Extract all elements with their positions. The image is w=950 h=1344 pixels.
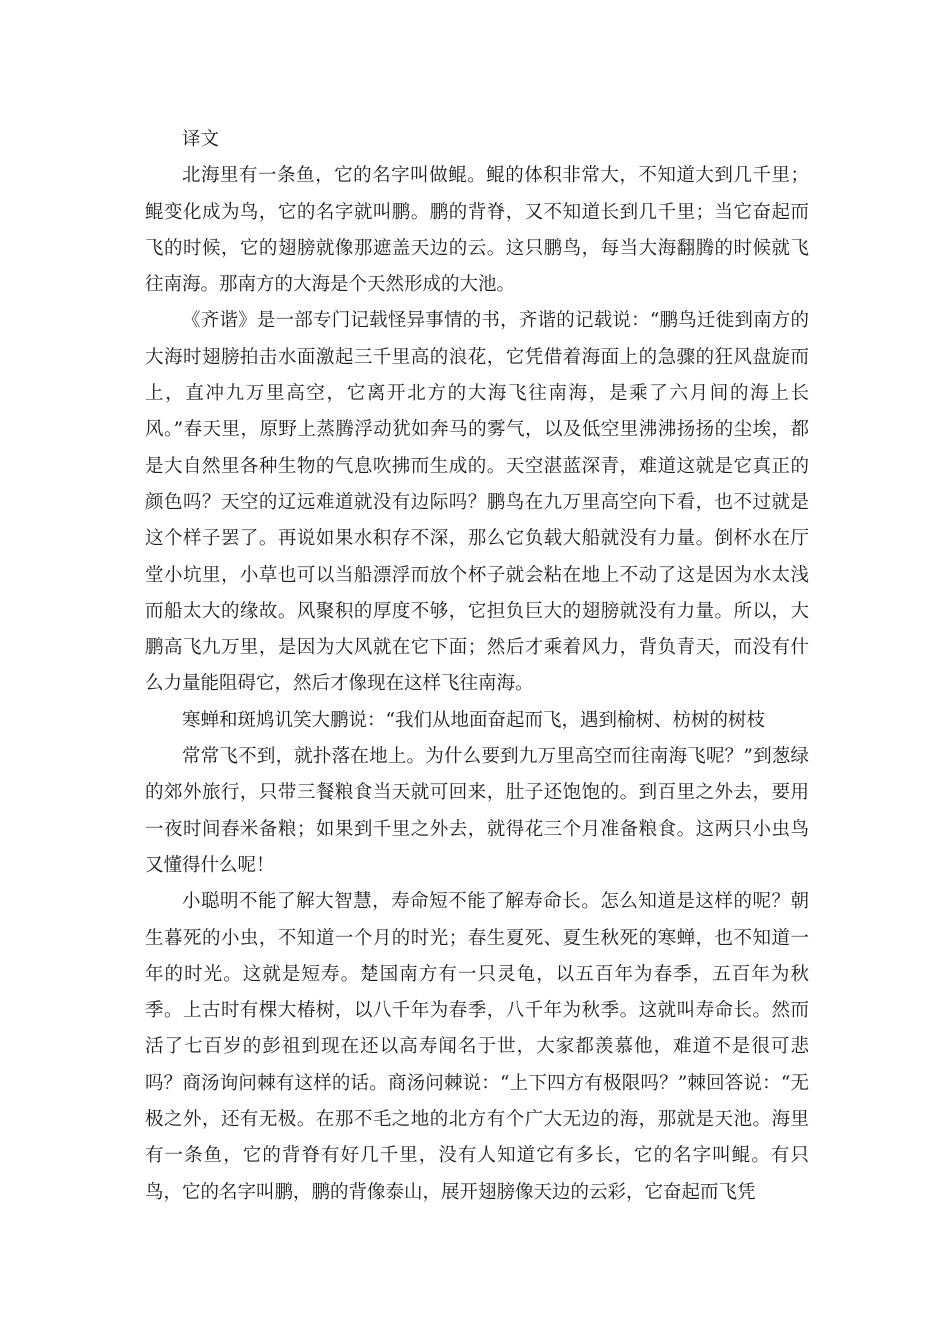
- paragraph: 常常飞不到，就扑落在地上。为什么要到九万里高空而往南海飞呢？”到葱绿的郊外旅行，只带三餐粮食当天就可回来，肚子还饱饱的。到百里之外去，要用一夜时间舂米备粮；如果到千里之外去，就得花三个月准备粮食。这两只小虫鸟又懂得什么呢！: [145, 746, 809, 876]
- paragraph: 小聪明不能了解大智慧，寿命短不能了解寿命长。怎么知道是这样的呢？朝生暮死的小虫，不知道一个月的时光；春生夏死、夏生秋死的寒蝉，也不知道一年的时光。这就是短寿。楚国南方有一只灵龟，以五百年为春季，五百年为秋季。上古时有棵大椿树，以八千年为春季，八千年为秋季。这就叫寿命长。然而活了七百岁的彭祖到现在还以高寿闻名于世，大家都羡慕他，难道不是很可悲吗？商汤询问棘有这样的话。商汤问棘说：“上下四方有极限吗？”棘回答说：“无极之外，还有无极。在那不毛之地的北方有个广大无边的海，那就是天池。海里有一条鱼，它的背脊有好几千里，没有人知道它有多长，它的名字叫鲲。有只鸟，它的名字叫鹏，鹏的背像泰山，展开翅膀像天边的云彩，它奋起而飞凭: [145, 891, 809, 1203]
- paragraph: 北海里有一条鱼，它的名字叫做鲲。鲲的体积非常大，不知道大到几千里；鲲变化成为鸟，它的名字就叫鹏。鹏的背脊，又不知道长到几千里；当它奋起而飞的时候，它的翅膀就像那遮盖天边的云。这只鹏鸟，每当大海翻腾的时候就飞往南海。那南方的大海是个天然形成的大池。: [145, 165, 809, 296]
- paragraph: 寒蝉和斑鸠讥笑大鹏说：“我们从地面奋起而飞，遇到榆树、枋树的树枝: [182, 709, 765, 731]
- section-heading: 译文: [182, 129, 220, 150]
- paragraph: 《齐谐》是一部专门记载怪异事情的书，齐谐的记载说：“鹏鸟迁徙到南方的大海时翅膀拍击水面激起三千里高的浪花，它凭借着海面上的急骤的狂风盘旋而上，直冲九万里高空，它离开北方的大海飞往南海，是乘了六月间的海上长风。”春天里，原野上蒸腾浮动犹如奔马的雾气，以及低空里沸沸扬扬的尘埃，都是大自然里各种生物的气息吹拂而生成的。天空湛蓝深青，难道这就是它真正的颜色吗？天空的辽远难道就没有边际吗？鹏鸟在九万里高空向下看，也不过就是这个样子罢了。再说如果水积存不深，那么它负载大船就没有力量。倒杯水在厅堂小坑里，小草也可以当船漂浮而放个杯子就会粘在地上不动了这是因为水太浅而船太大的缘故。风聚积的厚度不够，它担负巨大的翅膀就没有力量。所以，大鹏高飞九万里，是因为大风就在它下面；然后才乘着风力，背负青天，而没有什么力量能阻碍它，然后才像现在这样飞往南海。: [145, 310, 809, 695]
- document-body: [145, 122, 809, 1211]
